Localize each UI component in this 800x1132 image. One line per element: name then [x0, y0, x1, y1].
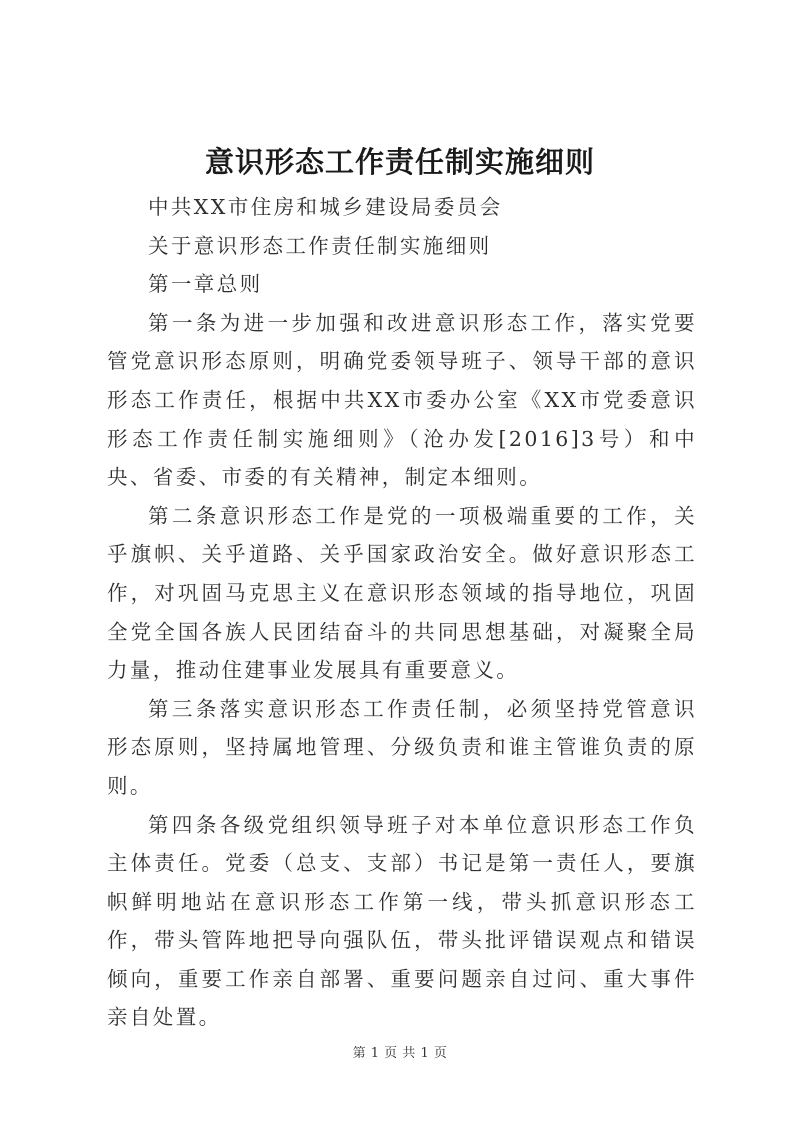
subtitle-line: 关于意识形态工作责任制实施细则 [148, 233, 492, 258]
document-body [107, 188, 697, 1037]
article-3: 第三条落实意识形态工作责任制，必须坚持党管意识形态原则，坚持属地管理、分级负责和谁主管谁负责的原则。 [107, 696, 697, 798]
article-2: 第二条意识形态工作是党的一项极端重要的工作，关乎旗帜、关乎道路、关乎国家政治安全。做好意识形态工作，对巩固马克思主义在意识形态领域的指导地位，巩固全党全国各族人民团结奋斗的共同思想基础，对凝聚全局力量，推动住建事业发展具有重要意义。 [107, 503, 697, 683]
article-4: 第四条各级党组织领导班子对本单位意识形态工作负主体责任。党委（总支、支部）书记是第一责任人，要旗帜鲜明地站在意识形态工作第一线，带头抓意识形态工作，带头管阵地把导向强队伍，带头批评错误观点和错误倾向，重要工作亲自部署、重要问题亲自过问、重大事件亲自处置。 [107, 812, 697, 1030]
chapter-heading: 第一章总则 [148, 272, 263, 297]
article-1: 第一条为进一步加强和改进意识形态工作，落实党要管党意识形态原则，明确党委领导班子、领导干部的意识形态工作责任，根据中共XX市委办公室《XX市党委意识形态工作责任制实施细则》（沧办发[2016]3号）和中央、省委、市委的有关精神，制定本细则。 [107, 310, 697, 490]
page-number-footer: 第 1 页 共 1 页 [352, 1046, 448, 1061]
document-title: 意识形态工作责任制实施细则 [204, 145, 595, 179]
issuer-line: 中共XX市住房和城乡建设局委员会 [148, 195, 503, 219]
